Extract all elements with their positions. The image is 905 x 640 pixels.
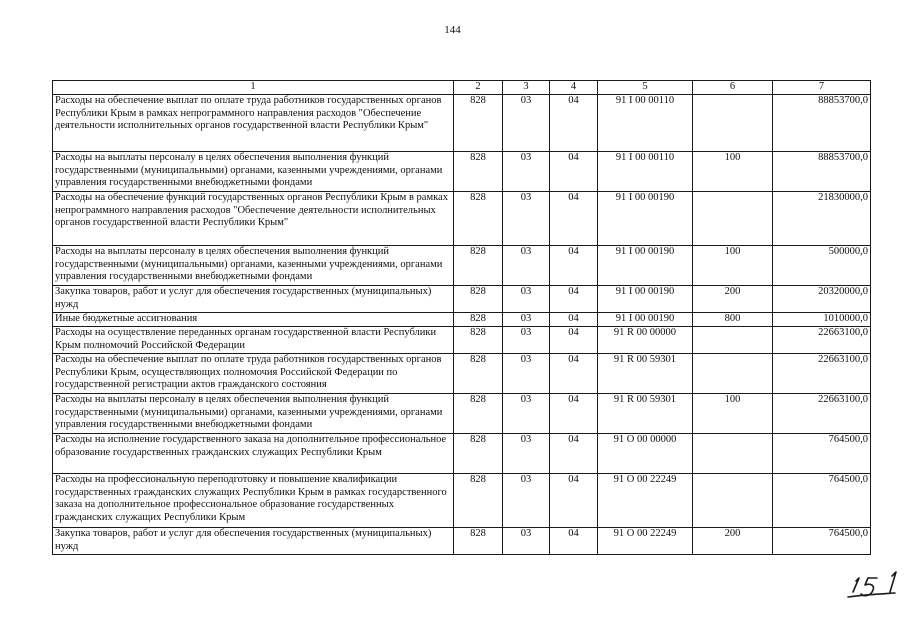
column-header-1: 1 <box>53 81 454 95</box>
row-ministry-code: 828 <box>454 285 503 312</box>
row-target-article: 91 I 00 00190 <box>598 312 693 326</box>
row-subsection-code: 04 <box>550 191 598 245</box>
row-target-article: 91 I 00 00110 <box>598 94 693 151</box>
table-row <box>53 285 871 312</box>
table-header-row <box>53 81 871 95</box>
row-target-article: 91 O 00 22249 <box>598 473 693 527</box>
row-amount: 21830000,0 <box>773 191 871 245</box>
row-subsection-code: 04 <box>550 312 598 326</box>
row-section-code: 03 <box>503 94 550 151</box>
row-expense-type: 100 <box>693 393 773 433</box>
row-target-article: 91 R 00 59301 <box>598 353 693 393</box>
row-section-code: 03 <box>503 245 550 285</box>
row-amount: 88853700,0 <box>773 151 871 191</box>
table-row <box>53 312 871 326</box>
row-subsection-code: 04 <box>550 326 598 353</box>
row-subsection-code: 04 <box>550 151 598 191</box>
row-amount: 764500,0 <box>773 527 871 554</box>
row-amount: 88853700,0 <box>773 94 871 151</box>
row-ministry-code: 828 <box>454 473 503 527</box>
column-header-7: 7 <box>773 81 871 95</box>
table-row <box>53 151 871 191</box>
row-amount: 764500,0 <box>773 473 871 527</box>
table-row <box>53 393 871 433</box>
row-section-code: 03 <box>503 473 550 527</box>
column-header-3: 3 <box>503 81 550 95</box>
row-subsection-code: 04 <box>550 94 598 151</box>
row-amount: 764500,0 <box>773 433 871 473</box>
column-header-4: 4 <box>550 81 598 95</box>
column-header-2: 2 <box>454 81 503 95</box>
row-target-article: 91 O 00 22249 <box>598 527 693 554</box>
table-row <box>53 191 871 245</box>
row-name: Иные бюджетные ассигнования <box>53 312 454 326</box>
row-name: Закупка товаров, работ и услуг для обеспечения государственных (муниципальных) нужд <box>53 527 454 554</box>
table-row <box>53 433 871 473</box>
row-section-code: 03 <box>503 393 550 433</box>
row-expense-type: 200 <box>693 527 773 554</box>
row-amount: 22663100,0 <box>773 326 871 353</box>
row-target-article: 91 I 00 00190 <box>598 285 693 312</box>
row-subsection-code: 04 <box>550 433 598 473</box>
row-section-code: 03 <box>503 326 550 353</box>
row-target-article: 91 I 00 00190 <box>598 191 693 245</box>
row-ministry-code: 828 <box>454 245 503 285</box>
budget-table <box>52 80 871 555</box>
table-row <box>53 94 871 151</box>
row-expense-type: 100 <box>693 151 773 191</box>
row-name: Расходы на выплаты персоналу в целях обеспечения выполнения функций государственными (муниципальными) органами, казенными учреждениями, органами управления государственными внебюджетными фондами <box>53 393 454 433</box>
row-section-code: 03 <box>503 151 550 191</box>
table-row <box>53 326 871 353</box>
row-ministry-code: 828 <box>454 393 503 433</box>
row-ministry-code: 828 <box>454 433 503 473</box>
row-name: Расходы на обеспечение функций государственных органов Республики Крым в рамках непрограммного направления расходов "Обеспечение деятельности исполнительных органов государственной власти Республики Крым" <box>53 191 454 245</box>
handwritten-page-number <box>846 566 898 600</box>
row-expense-type: 200 <box>693 285 773 312</box>
table-row <box>53 245 871 285</box>
row-expense-type: 100 <box>693 245 773 285</box>
table-body <box>53 94 871 554</box>
row-section-code: 03 <box>503 527 550 554</box>
row-name: Расходы на профессиональную переподготовку и повышение квалификации государственных гражданских служащих Республики Крым в рамках государственного заказа на дополнительное профессиональное образование государственных гражданских служащих Республики Крым <box>53 473 454 527</box>
row-amount: 500000,0 <box>773 245 871 285</box>
page-number: 144 <box>444 24 461 36</box>
row-ministry-code: 828 <box>454 527 503 554</box>
row-name: Расходы на исполнение государственного заказа на дополнительное профессиональное образование государственных гражданских служащих Республики Крым <box>53 433 454 473</box>
row-ministry-code: 828 <box>454 326 503 353</box>
row-name: Расходы на выплаты персоналу в целях обеспечения выполнения функций государственными (муниципальными) органами, казенными учреждениями, органами управления государственными внебюджетными фондами <box>53 245 454 285</box>
table-row <box>53 527 871 554</box>
row-ministry-code: 828 <box>454 312 503 326</box>
row-expense-type <box>693 433 773 473</box>
row-target-article: 91 R 00 59301 <box>598 393 693 433</box>
row-name: Расходы на выплаты персоналу в целях обеспечения выполнения функций государственными (муниципальными) органами, казенными учреждениями, органами управления государственными внебюджетными фондами <box>53 151 454 191</box>
row-section-code: 03 <box>503 285 550 312</box>
row-ministry-code: 828 <box>454 94 503 151</box>
row-expense-type <box>693 191 773 245</box>
column-header-5: 5 <box>598 81 693 95</box>
row-section-code: 03 <box>503 312 550 326</box>
row-expense-type <box>693 353 773 393</box>
row-subsection-code: 04 <box>550 285 598 312</box>
row-name: Расходы на осуществление переданных органам государственной власти Республики Крым полномочий Российской Федерации <box>53 326 454 353</box>
table-row <box>53 473 871 527</box>
row-section-code: 03 <box>503 353 550 393</box>
row-amount: 20320000,0 <box>773 285 871 312</box>
row-ministry-code: 828 <box>454 353 503 393</box>
row-name: Закупка товаров, работ и услуг для обеспечения государственных (муниципальных) нужд <box>53 285 454 312</box>
row-expense-type: 800 <box>693 312 773 326</box>
row-subsection-code: 04 <box>550 245 598 285</box>
row-target-article: 91 I 00 00110 <box>598 151 693 191</box>
row-target-article: 91 R 00 00000 <box>598 326 693 353</box>
row-amount: 22663100,0 <box>773 393 871 433</box>
row-amount: 1010000,0 <box>773 312 871 326</box>
row-target-article: 91 I 00 00190 <box>598 245 693 285</box>
row-name: Расходы на обеспечение выплат по оплате труда работников государственных органов Республики Крым, осуществляющих полномочия Российской Федерации по государственной регистрации актов гражданского состояния <box>53 353 454 393</box>
table-row <box>53 353 871 393</box>
row-section-code: 03 <box>503 191 550 245</box>
row-expense-type <box>693 473 773 527</box>
row-subsection-code: 04 <box>550 393 598 433</box>
row-name: Расходы на обеспечение выплат по оплате труда работников государственных органов Республики Крым в рамках непрограммного направления расходов "Обеспечение деятельности исполнительных органов государственной власти Республики Крым" <box>53 94 454 151</box>
row-amount: 22663100,0 <box>773 353 871 393</box>
row-expense-type <box>693 94 773 151</box>
row-ministry-code: 828 <box>454 191 503 245</box>
row-target-article: 91 O 00 00000 <box>598 433 693 473</box>
column-header-6: 6 <box>693 81 773 95</box>
row-ministry-code: 828 <box>454 151 503 191</box>
row-subsection-code: 04 <box>550 473 598 527</box>
row-subsection-code: 04 <box>550 353 598 393</box>
row-section-code: 03 <box>503 433 550 473</box>
row-subsection-code: 04 <box>550 527 598 554</box>
row-expense-type <box>693 326 773 353</box>
